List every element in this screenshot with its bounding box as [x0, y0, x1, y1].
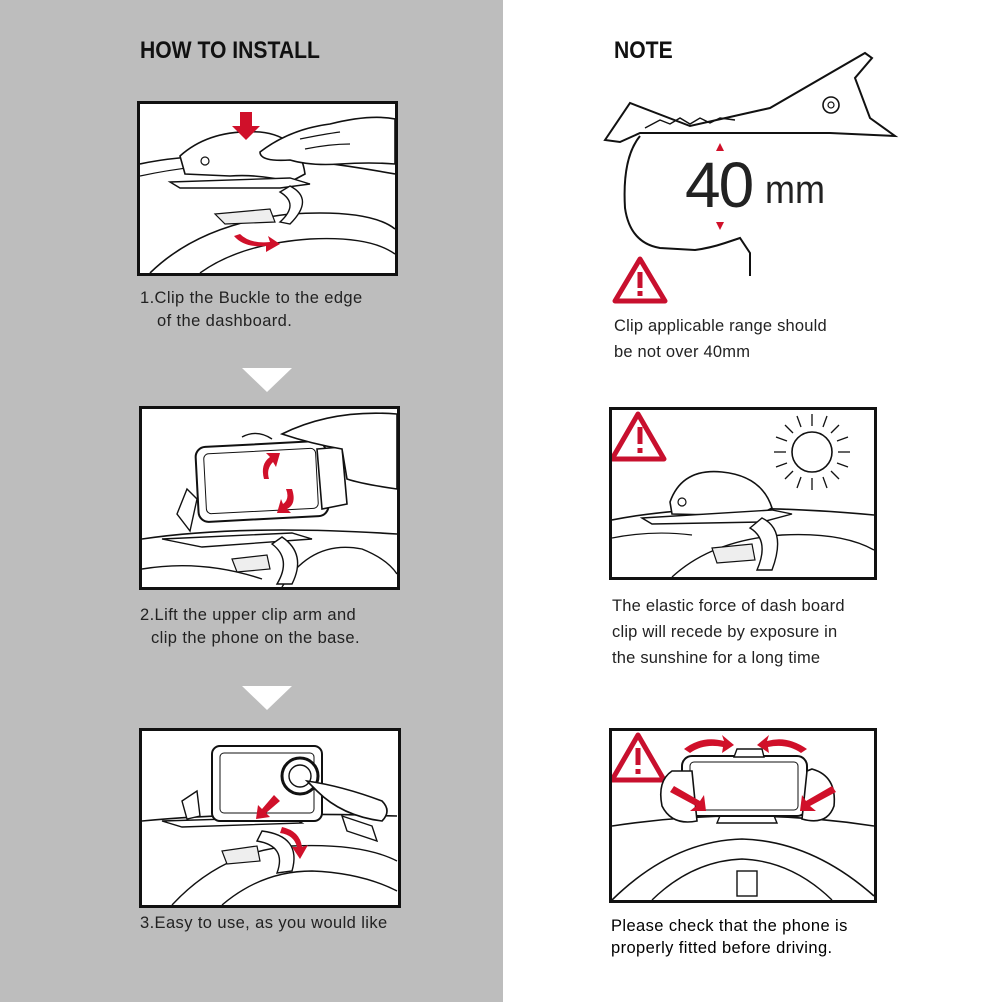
warning-triangle-icon: [612, 256, 668, 304]
step-3-illustration: [139, 728, 401, 908]
down-arrow-icon: [242, 368, 292, 392]
caption-line: clip the phone on the base.: [151, 629, 360, 647]
measure-value: 40: [685, 149, 753, 221]
caption-line: properly fitted before driving.: [611, 939, 833, 957]
caption-line: Please check that the phone is: [611, 917, 848, 935]
caption-line: be not over 40mm: [614, 343, 751, 361]
install-heading: HOW TO INSTALL: [140, 37, 320, 64]
step-3-caption: [140, 912, 388, 935]
note-3-caption: [611, 915, 848, 959]
caption-line: clip will recede by exposure in: [612, 623, 838, 641]
note-1-caption: [614, 313, 827, 365]
step-1-caption: [140, 287, 363, 333]
caption-line: 2.Lift the upper clip arm and: [140, 606, 357, 624]
step-1-illustration: [137, 101, 398, 276]
caption-line: of the dashboard.: [157, 312, 293, 330]
phone-fit-illustration: [609, 728, 877, 903]
caption-line: The elastic force of dash board: [612, 597, 845, 615]
sun-icon: [774, 414, 850, 490]
step-2-caption: [140, 604, 360, 650]
note-2-caption: [612, 593, 845, 671]
caption-line: 1.Clip the Buckle to the edge: [140, 289, 363, 307]
caption-line: the sunshine for a long time: [612, 649, 821, 667]
measure-unit: mm: [765, 168, 825, 212]
down-arrow-icon: [242, 686, 292, 710]
note-heading: NOTE: [614, 37, 673, 64]
sun-exposure-illustration: [609, 407, 877, 580]
caption-line: 3.Easy to use, as you would like: [140, 914, 388, 932]
caption-line: Clip applicable range should: [614, 317, 827, 335]
step-2-illustration: [139, 406, 400, 590]
